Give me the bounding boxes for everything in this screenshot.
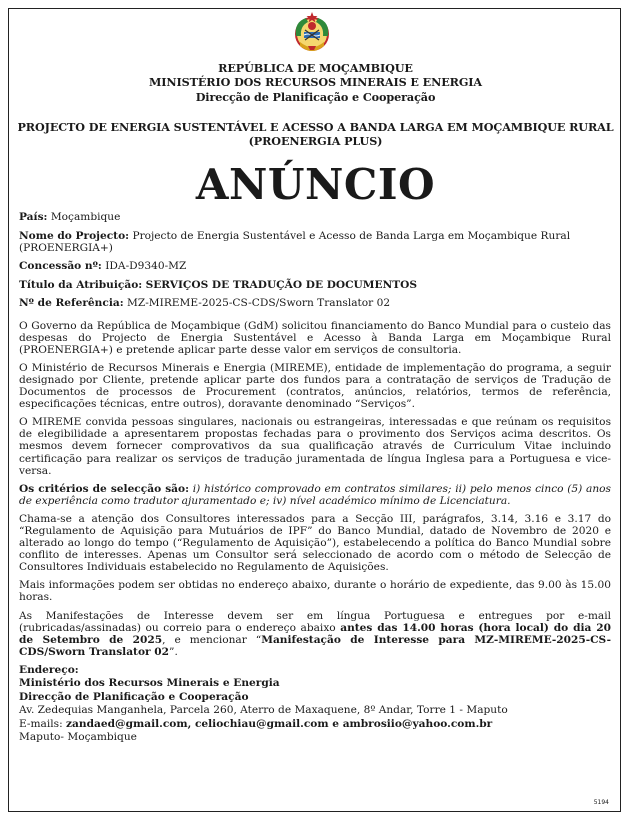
address-emails bbox=[19, 718, 611, 731]
address-directorate: Direcção de Planificação e Cooperação bbox=[19, 690, 249, 703]
reference-value: MZ-MIREME-2025-CS-CDS/Sworn Translator 02 bbox=[127, 297, 391, 310]
footer-code: 5194 bbox=[593, 799, 609, 806]
submission-deadline: antes das 14.00 horas (hora local) do dia 20 de Setembro de 2025 bbox=[19, 621, 611, 646]
concession-label: Concessão nº: bbox=[19, 260, 102, 273]
address-ministry: Ministério dos Recursos Minerais e Energia bbox=[19, 677, 280, 690]
ministry-heading: MINISTÉRIO DOS RECURSOS MINERAIS E ENERGIA bbox=[148, 75, 482, 89]
address-city: Maputo- Moçambique bbox=[19, 730, 137, 743]
address-street: Av. Zedequias Manganhela, Parcela 260, Aterro de Maxaquene, 8º Andar, Torre 1 - Maputo bbox=[19, 704, 508, 717]
assignment-title-value: SERVIÇOS DE TRADUÇÃO DE DOCUMENTOS bbox=[145, 278, 418, 291]
emails-label: E-mails: bbox=[19, 717, 67, 730]
paragraph-more-info: Mais informações podem ser obtidas no endereço abaixo, durante o horário de expediente, das 9.00 às 15.00 horas. bbox=[19, 579, 611, 604]
paragraph-conflict-of-interest: Chama-se a atenção dos Consultores interessados para a Secção III, parágrafos, 3.14, 3.16 e 3.17 do “Regulamento de Aquisição para Mutuários de IPF” do Banco Mundial, datado de Novembro de 2020 e alterado ao longo do tempo (“Regulamento de Aquisição”), estabelecendo a política do Banco Mundial sobre conflito de interesses. Apenas um Consultor será seleccionado de acordo com o método de Selecção de Consultores Individuais estabelecido no Regulamento de Aquisições. bbox=[19, 512, 611, 574]
email-separator-1: , bbox=[187, 717, 195, 730]
field-reference bbox=[19, 297, 611, 309]
selection-criteria-text: i) histórico comprovado em contratos similares; ii) pelo menos cinco (5) anos de experiência como tradutor ajuramentado e; iv) nível académico mínimo de Licenciatura. bbox=[19, 482, 611, 507]
submission-text-c: ”. bbox=[169, 645, 178, 658]
field-project-name bbox=[19, 230, 611, 254]
submission-text-a: As Manifestações de Interesse devem ser em língua Portuguesa e entregues por e-mail (rubricadas/assinadas) ou correio para o endereço abaixo bbox=[19, 609, 611, 634]
email-link-3[interactable]: ambrosiio@yahoo.com.br bbox=[342, 717, 493, 730]
announcement-title: ANÚNCIO bbox=[195, 160, 436, 209]
email-link-1[interactable]: zandaed@gmail.com bbox=[66, 717, 188, 730]
field-assignment-title bbox=[19, 279, 611, 291]
concession-value: IDA-D9340-MZ bbox=[105, 260, 187, 273]
project-heading-line2: (PROENERGIA PLUS) bbox=[248, 134, 383, 148]
paragraph-invitation: O MIREME convida pessoas singulares, nacionais ou estrangeiras, interessadas e que reúnam os requisitos de elegibilidade a apresentarem propostas fechadas para o provimento dos Serviços acima descritos. Os mesmos devem fornecer comprovativos da sua qualificação através de Curriculum Vitae incluindo certificação para realizar os serviços de tradução juramentada de língua Inglesa para a Portuguesa e vice-versa. bbox=[19, 416, 611, 477]
selection-criteria-label: Os critérios de selecção são: bbox=[19, 482, 189, 495]
announcement-body bbox=[19, 211, 611, 744]
paragraph-client: O Ministério de Recursos Minerais e Energia (MIREME), entidade de implementação do programa, a seguir designado por Cliente, pretende aplicar parte dos fundos para a contratação de serviços de Tradução de Documentos de processos de Procurement (contratos, anúncios, relatórios, termos de referência, especificações técnicas, entre outros), doravante denominado “Serviços”. bbox=[19, 361, 611, 411]
paragraph-financing: O Governo da República de Moçambique (GdM) solicitou financiamento do Banco Mundial para o custeio das despesas do Projecto de Energia Sustentável e Acesso à Banda Larga em Moçambique Rural (PROENERGIA+) e pretende aplicar parte desse valor em serviços de consultoria. bbox=[19, 319, 611, 356]
paragraph-selection-criteria bbox=[19, 483, 611, 507]
paragraph-submission bbox=[19, 610, 611, 658]
email-link-2[interactable]: celiochiau@gmail.com bbox=[194, 717, 329, 730]
directorate-heading: Direcção de Planificação e Cooperação bbox=[195, 90, 436, 104]
assignment-title-label: Título da Atribuição: bbox=[19, 278, 143, 291]
field-country bbox=[19, 211, 611, 223]
field-concession bbox=[19, 260, 611, 272]
republic-heading: REPÚBLICA DE MOÇAMBIQUE bbox=[218, 61, 413, 75]
submission-text-b: , e mencionar “ bbox=[162, 633, 262, 646]
address-label: Endereço: bbox=[19, 663, 79, 676]
project-name-label: Nome do Projecto: bbox=[19, 229, 130, 242]
address-block bbox=[19, 664, 611, 744]
submission-subject: Manifestação de Interesse para MZ-MIREME-2025-CS-CDS/Sworn Translator 02 bbox=[19, 633, 611, 658]
country-label: País: bbox=[19, 211, 48, 223]
country-value: Moçambique bbox=[50, 211, 121, 223]
reference-label: Nº de Referência: bbox=[19, 297, 124, 310]
email-separator-2: e bbox=[328, 717, 343, 730]
project-heading-line1: PROJECTO DE ENERGIA SUSTENTÁVEL E ACESSO A BANDA LARGA EM MOÇAMBIQUE RURAL bbox=[17, 120, 614, 134]
mozambique-coat-of-arms-icon bbox=[290, 10, 334, 56]
project-name-value: Projecto de Energia Sustentável e Acesso de Banda Larga em Moçambique Rural (PROENERGIA+) bbox=[19, 229, 571, 254]
